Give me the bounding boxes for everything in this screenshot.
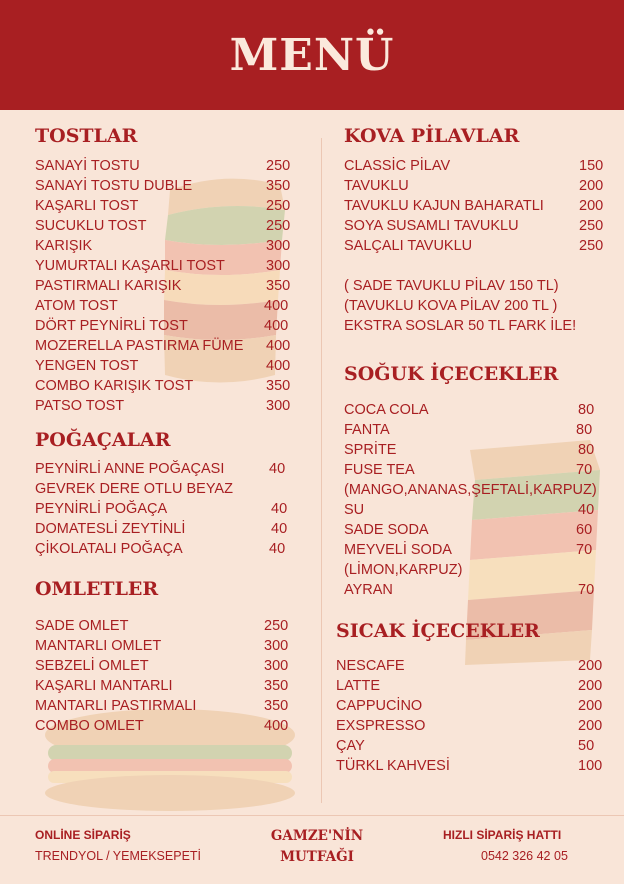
item-name: CLASSİC PİLAV	[344, 158, 451, 174]
item-name: (LİMON,KARPUZ)	[344, 562, 463, 578]
item-price: 400	[264, 298, 289, 314]
item-name: FUSE TEA	[344, 462, 415, 478]
item-price: 400	[266, 338, 291, 354]
item-name: PEYNİRLİ POĞAÇA	[35, 501, 168, 517]
item-name: NESCAFE	[336, 658, 405, 674]
hotline-number: 0542 326 42 05	[481, 849, 568, 863]
list-item	[336, 716, 606, 736]
list-item	[336, 676, 606, 696]
list-item	[344, 400, 606, 420]
brand-line-2: MUTFAĞI	[280, 849, 354, 865]
list-item	[336, 736, 606, 756]
item-name: SOYA SUSAMLI TAVUKLU	[344, 218, 519, 234]
list-item	[35, 316, 295, 336]
list-item	[35, 539, 295, 559]
kova-note: ( SADE TAVUKLU PİLAV 150 TL)	[344, 278, 559, 294]
brand-name	[262, 826, 372, 868]
list-item	[344, 520, 606, 540]
item-price: 40	[269, 541, 286, 557]
section-title-omletler: OMLETLER	[35, 578, 159, 600]
item-price: 250	[264, 618, 289, 634]
item-price: 200	[579, 178, 604, 194]
list-item	[35, 196, 295, 216]
item-price: 250	[579, 218, 604, 234]
item-price: 80	[578, 402, 595, 418]
list-item	[344, 176, 606, 196]
list-item	[35, 216, 295, 236]
item-price: 50	[578, 738, 595, 754]
list-item	[35, 376, 295, 396]
item-price: 60	[576, 522, 593, 538]
list-item	[35, 676, 295, 696]
item-price: 400	[264, 318, 289, 334]
item-name: SADE SODA	[344, 522, 429, 538]
item-name: DOMATESLİ ZEYTİNLİ	[35, 521, 186, 537]
item-name: SADE OMLET	[35, 618, 129, 634]
item-name: KAŞARLI TOST	[35, 198, 139, 214]
list-item	[344, 156, 606, 176]
item-name: ATOM TOST	[35, 298, 118, 314]
list-item	[336, 756, 606, 776]
online-order-platforms: TRENDYOL / YEMEKSEPETİ	[35, 849, 202, 863]
item-price: 150	[579, 158, 604, 174]
item-price: 40	[269, 461, 286, 477]
item-name: COMBO OMLET	[35, 718, 144, 734]
list-item	[35, 276, 295, 296]
item-price: 400	[266, 358, 291, 374]
kova-list	[344, 156, 606, 256]
list-item	[344, 420, 606, 440]
section-title-kova-pilavlar: KOVA PİLAVLAR	[344, 125, 520, 147]
list-item	[344, 540, 606, 560]
list-item	[35, 296, 295, 316]
pogacalar-list	[35, 459, 295, 559]
item-price: 70	[576, 462, 593, 478]
item-name: PATSO TOST	[35, 398, 125, 414]
online-order-label: ONLİNE SİPARİŞ	[35, 828, 131, 842]
item-price: 300	[266, 238, 291, 254]
item-price: 80	[578, 442, 595, 458]
list-item	[344, 196, 606, 216]
section-title-soguk-icecekler: SOĞUK İÇECEKLER	[344, 363, 559, 385]
item-price: 250	[266, 218, 291, 234]
footer-divider	[0, 815, 624, 816]
item-name: SALÇALI TAVUKLU	[344, 238, 473, 254]
item-price: 350	[264, 678, 289, 694]
item-price: 300	[266, 258, 291, 274]
list-item	[344, 460, 606, 480]
item-name: SEBZELİ OMLET	[35, 658, 149, 674]
item-name: KAŞARLI MANTARLI	[35, 678, 173, 694]
item-name: (MANGO,ANANAS,ŞEFTALİ,KARPUZ)	[344, 482, 597, 498]
tostlar-list	[35, 156, 295, 416]
list-item	[35, 256, 295, 276]
item-price: 40	[578, 502, 595, 518]
item-price: 200	[578, 678, 603, 694]
list-item	[35, 656, 295, 676]
item-name: COMBO KARIŞIK TOST	[35, 378, 194, 394]
list-item	[344, 440, 606, 460]
list-item	[35, 519, 295, 539]
menu-header	[0, 0, 624, 110]
item-name: YUMURTALI KAŞARLI TOST	[35, 258, 225, 274]
item-price: 250	[266, 158, 291, 174]
item-name: AYRAN	[344, 582, 393, 598]
item-name: MANTARLI OMLET	[35, 638, 162, 654]
item-name: SPRİTE	[344, 442, 397, 458]
list-item	[35, 176, 295, 196]
item-name: FANTA	[344, 422, 390, 438]
list-item	[344, 500, 606, 520]
list-item	[35, 499, 295, 519]
item-name: SU	[344, 502, 365, 518]
hotline-label: HIZLI SİPARİŞ HATTI	[443, 828, 562, 842]
item-name: MOZERELLA PASTIRMA FÜME	[35, 338, 244, 354]
item-name: SANAYİ TOSTU DUBLE	[35, 178, 193, 194]
item-price: 350	[264, 698, 289, 714]
item-name: CAPPUCİNO	[336, 698, 423, 714]
list-item	[35, 356, 295, 376]
item-name: PASTIRMALI KARIŞIK	[35, 278, 182, 294]
item-price: 350	[266, 178, 291, 194]
item-name: DÖRT PEYNİRLİ TOST	[35, 318, 188, 334]
section-title-sicak-icecekler: SICAK İÇECEKLER	[336, 620, 540, 642]
brand-line-1: GAMZE'NİN	[270, 828, 364, 844]
item-price: 200	[578, 658, 603, 674]
item-price: 200	[578, 698, 603, 714]
list-item	[35, 459, 295, 479]
item-price: 350	[266, 278, 291, 294]
list-item	[35, 396, 295, 416]
item-price: 70	[578, 582, 595, 598]
item-name: MEYVELİ SODA	[344, 542, 452, 558]
item-price: 300	[266, 398, 291, 414]
menu-title: MENÜ	[229, 29, 395, 81]
item-name: TÜRKL KAHVESİ	[336, 758, 450, 774]
column-divider	[321, 138, 322, 803]
item-price: 300	[264, 658, 289, 674]
item-name: TAVUKLU	[344, 178, 409, 194]
list-item	[344, 236, 606, 256]
list-item	[344, 216, 606, 236]
item-price: 400	[264, 718, 289, 734]
item-price: 40	[271, 501, 288, 517]
list-item	[35, 616, 295, 636]
item-price: 200	[579, 198, 604, 214]
list-item	[35, 716, 295, 736]
item-name: SANAYİ TOSTU	[35, 158, 140, 174]
list-item	[344, 580, 606, 600]
item-price: 250	[266, 198, 291, 214]
list-item	[35, 696, 295, 716]
list-item	[35, 336, 295, 356]
item-name: SUCUKLU TOST	[35, 218, 147, 234]
section-title-pogacalar: POĞAÇALAR	[35, 429, 171, 451]
list-item	[344, 480, 606, 500]
kova-note: (TAVUKLU KOVA PİLAV 200 TL )	[344, 298, 558, 314]
item-name: COCA COLA	[344, 402, 429, 418]
list-item	[344, 560, 606, 580]
item-price: 300	[264, 638, 289, 654]
item-price: 250	[579, 238, 604, 254]
item-price: 350	[266, 378, 291, 394]
item-name: PEYNİRLİ ANNE POĞAÇASI	[35, 461, 225, 477]
item-price: 200	[578, 718, 603, 734]
soguk-list	[344, 400, 606, 600]
item-name: LATTE	[336, 678, 381, 694]
item-name: MANTARLI PASTIRMALI	[35, 698, 197, 714]
item-price: 40	[271, 521, 288, 537]
section-title-tostlar: TOSTLAR	[35, 125, 138, 147]
list-item	[35, 636, 295, 656]
kova-note: EKSTRA SOSLAR 50 TL FARK İLE!	[344, 318, 577, 334]
item-name: ÇAY	[336, 738, 365, 754]
list-item	[336, 656, 606, 676]
sicak-list	[336, 656, 606, 776]
item-name: GEVREK DERE OTLU BEYAZ	[35, 481, 233, 497]
list-item	[35, 236, 295, 256]
list-item	[336, 696, 606, 716]
item-name: EXSPRESSO	[336, 718, 426, 734]
item-name: YENGEN TOST	[35, 358, 139, 374]
item-name: ÇİKOLATALI POĞAÇA	[35, 541, 183, 557]
item-name: KARIŞIK	[35, 238, 93, 254]
item-price: 80	[576, 422, 593, 438]
item-price: 100	[578, 758, 603, 774]
list-item	[35, 479, 295, 499]
omletler-list	[35, 616, 295, 736]
list-item	[35, 156, 295, 176]
item-name: TAVUKLU KAJUN BAHARATLI	[344, 198, 544, 214]
item-price: 70	[576, 542, 593, 558]
